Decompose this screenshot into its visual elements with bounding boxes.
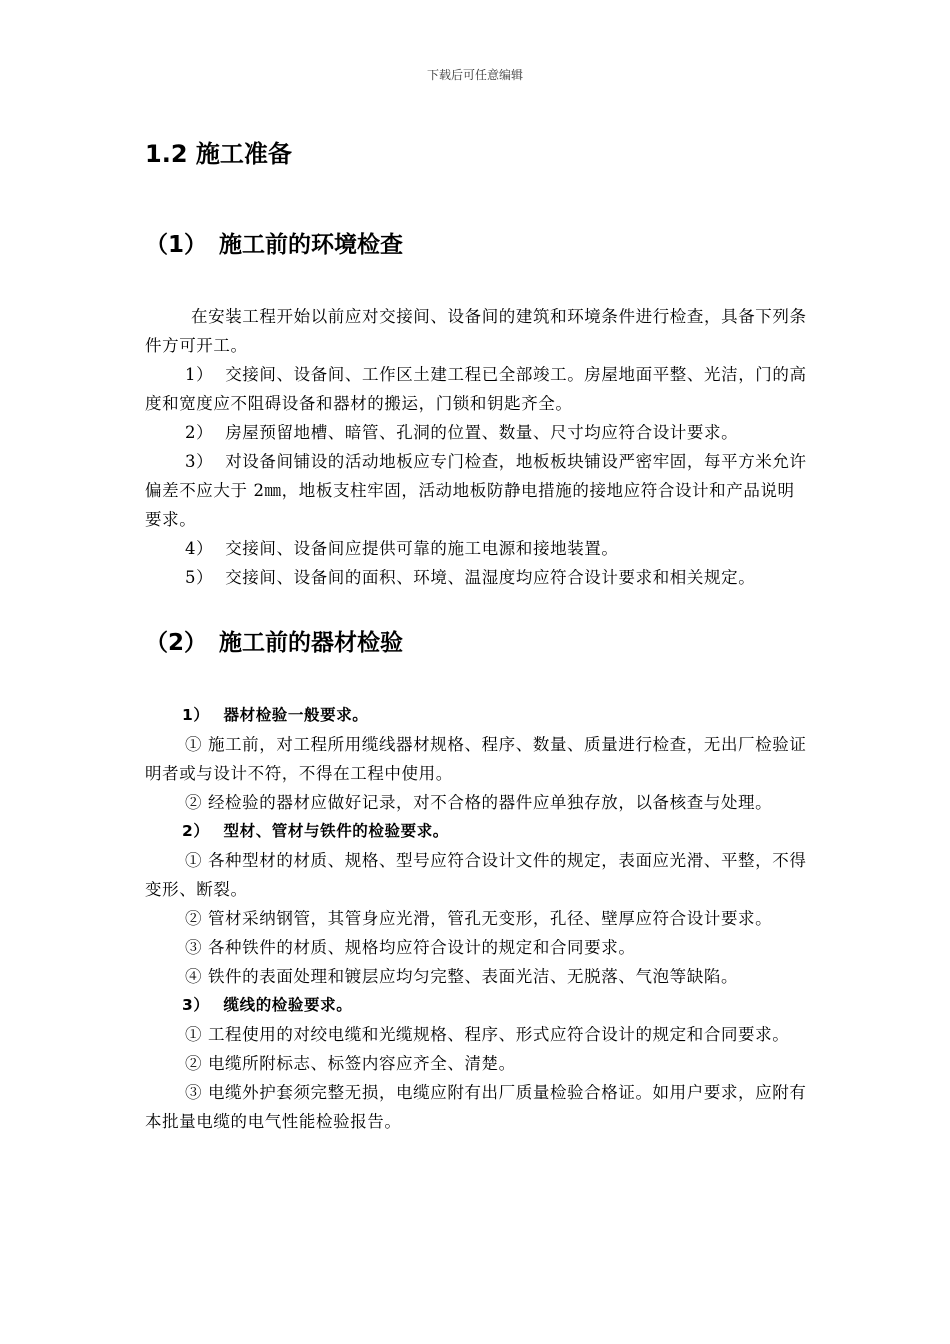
part1-item-1-text: 交接间、设备间、工作区土建工程已全部竣工。房屋地面平整、光洁，门的高度和宽度应不阻碍设备和器材的搬运，门锁和钥匙齐全。	[145, 365, 807, 413]
part1-item-5-num: 5）	[185, 568, 214, 587]
part2-heading-num: （2）	[145, 630, 208, 656]
part2-group-2-item-1: ① 各种型材的材质、规格、型号应符合设计文件的规定，表面应光滑、平整，不得变形、断裂。	[145, 851, 807, 899]
part1-item-4-text: 交接间、设备间应提供可靠的施工电源和接地装置。	[225, 539, 619, 558]
section-title: 1.2 施工准备	[145, 140, 292, 168]
part2-body	[145, 701, 810, 1136]
part1-item-2-text: 房屋预留地槽、暗管、孔洞的位置、数量、尺寸均应符合设计要求。	[225, 423, 739, 442]
part2-group-2-item-2: ② 管材采纳钢管，其管身应光滑，管孔无变形，孔径、壁厚应符合设计要求。	[185, 909, 773, 928]
part2-group-1-title	[145, 701, 810, 730]
part1-item-3-num: 3）	[185, 452, 214, 471]
part1-heading	[145, 226, 403, 259]
part1-item-5	[145, 563, 810, 592]
part2-group-2-item-4: ④ 铁件的表面处理和镀层应均匀完整、表面光洁、无脱落、气泡等缺陷。	[185, 967, 739, 986]
part2-group-3-item-2: ② 电缆所附标志、标签内容应齐全、清楚。	[185, 1054, 516, 1073]
part2-group-1-item-1: ① 施工前，对工程所用缆线器材规格、程序、数量、质量进行检查，无出厂检验证明者或与设计不符，不得在工程中使用。	[145, 735, 807, 783]
part2-group-2-num: 2）	[182, 822, 210, 840]
part1-item-4	[145, 534, 810, 563]
part1-heading-num: （1）	[145, 232, 208, 258]
part2-group-1-text: 器材检验一般要求。	[223, 706, 369, 724]
part1-item-4-num: 4）	[185, 539, 214, 558]
part1-item-3	[145, 447, 810, 534]
part2-heading-text: 施工前的器材检验	[219, 630, 404, 656]
part2-group-3-text: 缆线的检验要求。	[223, 996, 353, 1014]
part2-group-3-title	[145, 991, 810, 1020]
part2-group-3-item-3: ③ 电缆外护套须完整无损，电缆应附有出厂质量检验合格证。如用户要求，应附有本批量电缆的电气性能检验报告。	[145, 1083, 807, 1131]
part2-group-3-item-1: ① 工程使用的对绞电缆和光缆规格、程序、形式应符合设计的规定和合同要求。	[185, 1025, 790, 1044]
part1-body	[145, 302, 810, 592]
part1-item-3-text: 对设备间铺设的活动地板应专门检查，地板板块铺设严密牢固，每平方米允许偏差不应大于 2㎜，地板支柱牢固，活动地板防静电措施的接地应符合设计和产品说明要求。	[145, 452, 807, 529]
part1-intro: 在安装工程开始以前应对交接间、设备间的建筑和环境条件进行检查，具备下列条件方可开工。	[145, 307, 807, 355]
part1-heading-text: 施工前的环境检查	[219, 232, 404, 258]
part1-item-1	[145, 360, 810, 418]
part2-group-3-num: 3）	[182, 996, 210, 1014]
page-header-note: 下载后可任意编辑	[426, 68, 523, 82]
part1-item-2	[145, 418, 810, 447]
part1-item-2-num: 2）	[185, 423, 214, 442]
part2-heading	[145, 624, 403, 657]
part2-group-2-title	[145, 817, 810, 846]
part2-group-2-item-3: ③ 各种铁件的材质、规格均应符合设计的规定和合同要求。	[185, 938, 636, 957]
part1-item-1-num: 1）	[185, 365, 214, 384]
part2-group-1-num: 1）	[182, 706, 210, 724]
part1-item-5-text: 交接间、设备间的面积、环境、温湿度均应符合设计要求和相关规定。	[225, 568, 756, 587]
part2-group-1-item-2: ② 经检验的器材应做好记录，对不合格的器件应单独存放，以备核查与处理。	[185, 793, 773, 812]
part2-group-2-text: 型材、管材与铁件的检验要求。	[223, 822, 449, 840]
